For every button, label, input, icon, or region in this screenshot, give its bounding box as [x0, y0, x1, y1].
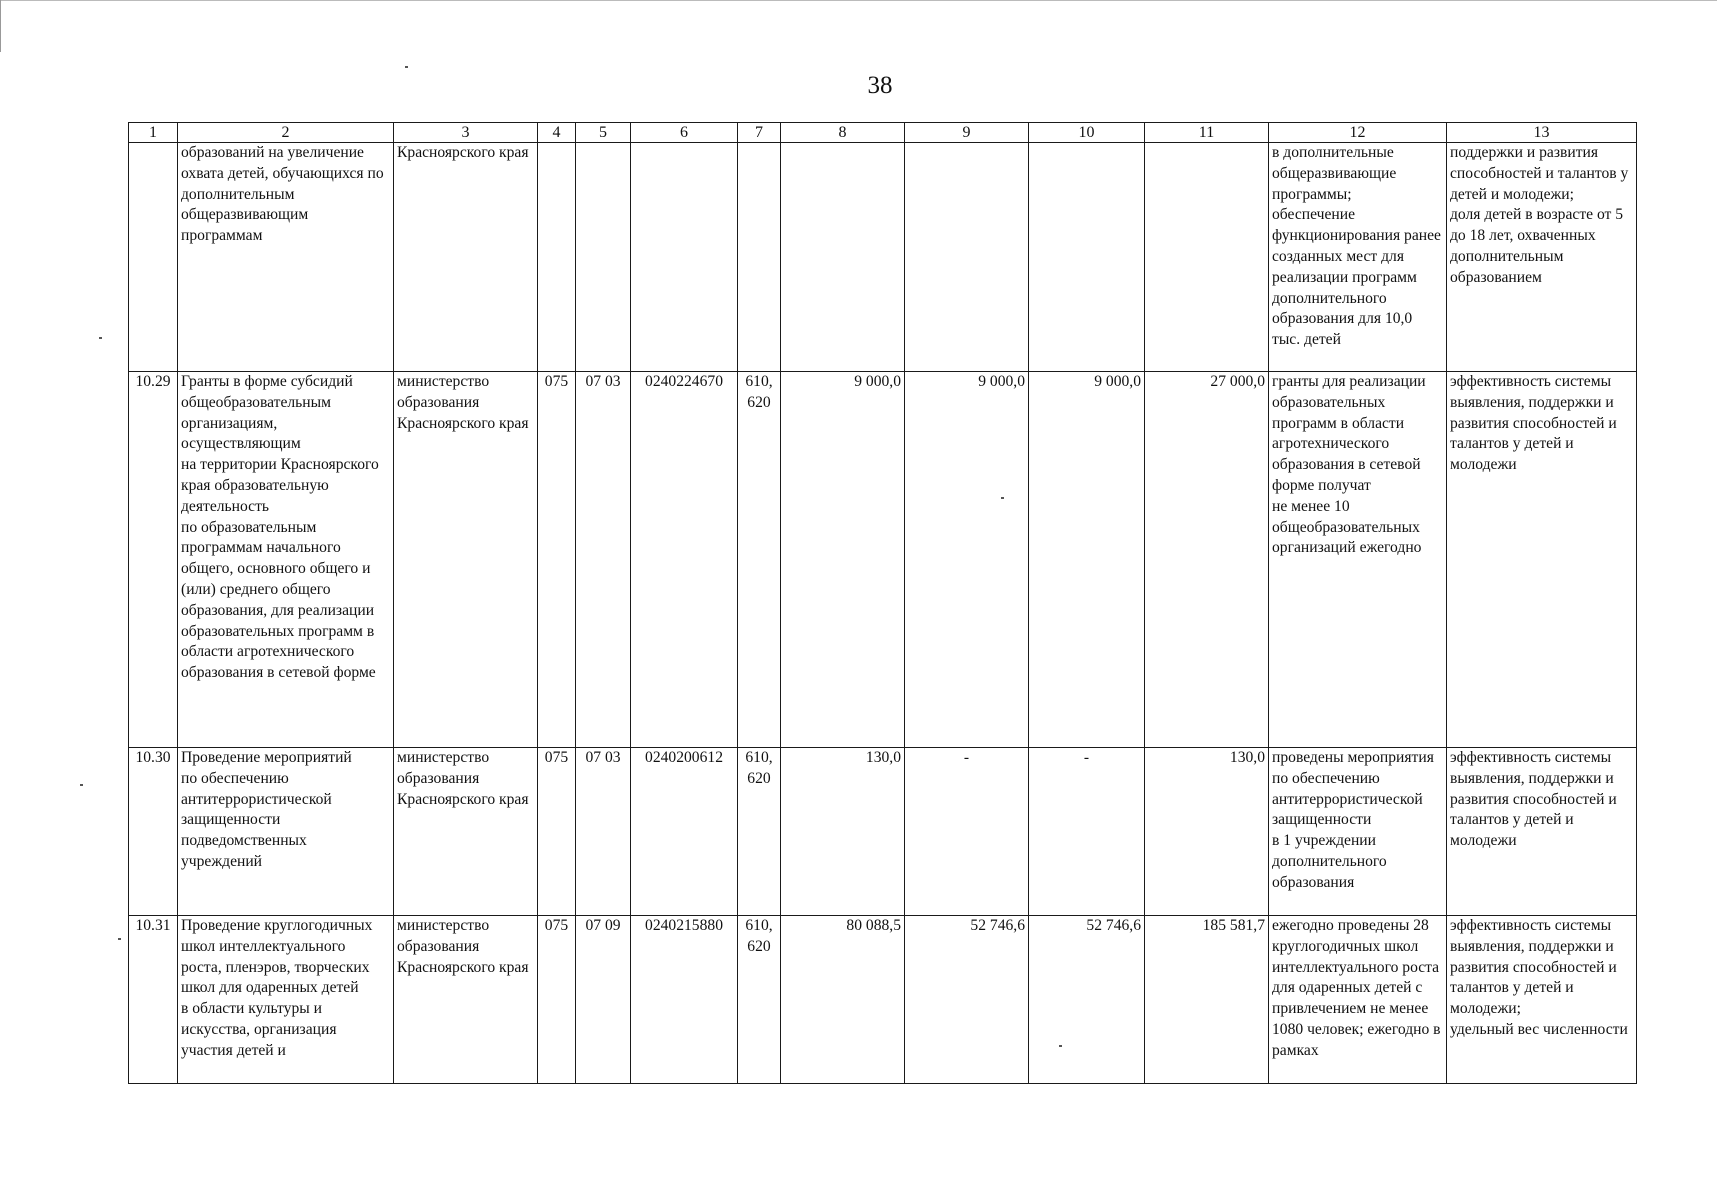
- amount-year-3: -: [1029, 748, 1145, 916]
- col-header: 13: [1447, 123, 1637, 143]
- row-number: 10.29: [129, 372, 178, 748]
- activity-name: Проведение круглогодичных школ интеллектуального роста, пленэров, творческих школ для одаренных детей в области культуры и искусства, организация участия детей и: [178, 916, 394, 1084]
- col-header: 10: [1029, 123, 1145, 143]
- grbs-code: 075: [538, 748, 576, 916]
- col-header: 2: [178, 123, 394, 143]
- budget-table: [128, 122, 1637, 1084]
- csr-code: 0240224670: [631, 372, 738, 748]
- col-header: 5: [576, 123, 631, 143]
- csr-code: [631, 143, 738, 372]
- col-header: 8: [781, 123, 905, 143]
- amount-year-1: [781, 143, 905, 372]
- scan-speck: [118, 938, 121, 940]
- col-header: 11: [1145, 123, 1269, 143]
- vr-code: 610, 620: [738, 372, 781, 748]
- header-row: [129, 123, 1637, 143]
- amount-year-3: [1029, 143, 1145, 372]
- amount-total: 130,0: [1145, 748, 1269, 916]
- page-number: 38: [867, 72, 893, 99]
- col-header: 7: [738, 123, 781, 143]
- col-header: 3: [394, 123, 538, 143]
- executor: министерство образования Красноярского края: [394, 916, 538, 1084]
- rzpr-code: 07 09: [576, 916, 631, 1084]
- grbs-code: 075: [538, 916, 576, 1084]
- indicator: эффективность системы выявления, поддержки и развития способностей и талантов у детей и молодежи: [1447, 748, 1637, 916]
- amount-total: 27 000,0: [1145, 372, 1269, 748]
- amount-year-1: 9 000,0: [781, 372, 905, 748]
- amount-year-2: -: [905, 748, 1029, 916]
- indicator: поддержки и развития способностей и талантов у детей и молодежи; доля детей в возрасте от 5 до 18 лет, охваченных дополнительным образованием: [1447, 143, 1637, 372]
- scan-speck: [1059, 1045, 1062, 1047]
- table-row: [129, 748, 1637, 916]
- executor: Красноярского края: [394, 143, 538, 372]
- table-row: [129, 372, 1637, 748]
- row-number: 10.30: [129, 748, 178, 916]
- amount-year-1: 130,0: [781, 748, 905, 916]
- amount-total: [1145, 143, 1269, 372]
- activity-name: Проведение мероприятий по обеспечению антитеррористической защищенности подведомственных учреждений: [178, 748, 394, 916]
- amount-year-3: 9 000,0: [1029, 372, 1145, 748]
- amount-year-2: 52 746,6: [905, 916, 1029, 1084]
- scan-speck: [1001, 497, 1004, 499]
- rzpr-code: 07 03: [576, 748, 631, 916]
- vr-code: 610, 620: [738, 748, 781, 916]
- rzpr-code: 07 03: [576, 372, 631, 748]
- amount-total: 185 581,7: [1145, 916, 1269, 1084]
- csr-code: 0240200612: [631, 748, 738, 916]
- grbs-code: 075: [538, 372, 576, 748]
- amount-year-2: [905, 143, 1029, 372]
- scan-speck: [80, 784, 83, 786]
- expected-result: ежегодно проведены 28 круглогодичных школ интеллектуального роста для одаренных детей с привлечением не менее 1080 человек; ежегодно в рамках: [1269, 916, 1447, 1084]
- rzpr-code: [576, 143, 631, 372]
- table-row-continuation: [129, 143, 1637, 372]
- amount-year-1: 80 088,5: [781, 916, 905, 1084]
- vr-code: [738, 143, 781, 372]
- executor: министерство образования Красноярского края: [394, 748, 538, 916]
- expected-result: гранты для реализации образовательных программ в области агротехнического образования в сетевой форме получат не менее 10 общеобразовательных организаций ежегодно: [1269, 372, 1447, 748]
- amount-year-2: 9 000,0: [905, 372, 1029, 748]
- scan-speck: [405, 66, 408, 68]
- indicator: эффективность системы выявления, поддержки и развития способностей и талантов у детей и молодежи: [1447, 372, 1637, 748]
- activity-name: Гранты в форме субсидий общеобразовательным организациям, осуществляющим на территории Красноярского края образовательную деятельность по образовательным программам начального общего, основного общего и (или) среднего общего образования, для реализации образовательных программ в области агротехнического образования в сетевой форме: [178, 372, 394, 748]
- row-number: [129, 143, 178, 372]
- row-number: 10.31: [129, 916, 178, 1084]
- expected-result: в дополнительные общеразвивающие программы; обеспечение функционирования ранее созданных мест для реализации программ дополнительного образования для 10,0 тыс. детей: [1269, 143, 1447, 372]
- indicator: эффективность системы выявления, поддержки и развития способностей и талантов у детей и молодежи; удельный вес численности: [1447, 916, 1637, 1084]
- activity-name: образований на увеличение охвата детей, обучающихся по дополнительным общеразвивающим программам: [178, 143, 394, 372]
- csr-code: 0240215880: [631, 916, 738, 1084]
- executor: министерство образования Красноярского края: [394, 372, 538, 748]
- grbs-code: [538, 143, 576, 372]
- vr-code: 610, 620: [738, 916, 781, 1084]
- table-row: [129, 916, 1637, 1084]
- col-header: 6: [631, 123, 738, 143]
- scan-edge-left: [0, 0, 1, 52]
- scan-speck: [99, 337, 102, 339]
- col-header: 4: [538, 123, 576, 143]
- scan-edge-top: [0, 0, 1717, 1]
- col-header: 9: [905, 123, 1029, 143]
- col-header: 1: [129, 123, 178, 143]
- amount-year-3: 52 746,6: [1029, 916, 1145, 1084]
- col-header: 12: [1269, 123, 1447, 143]
- expected-result: проведены мероприятия по обеспечению антитеррористической защищенности в 1 учреждении дополнительного образования: [1269, 748, 1447, 916]
